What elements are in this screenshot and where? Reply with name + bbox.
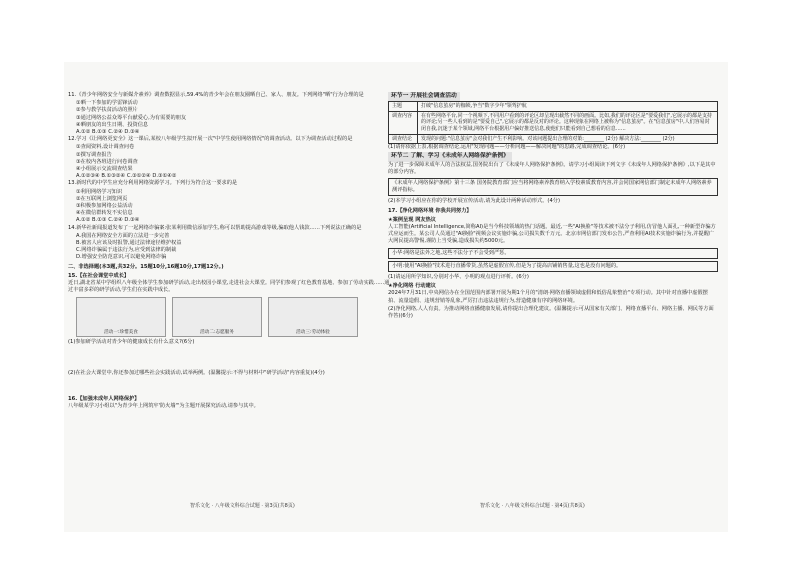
- q16-heading: 16.【加强未成年人网络保护】: [68, 395, 140, 402]
- clean-heading: ★净化网络 行动建议: [388, 283, 436, 290]
- q11-option-1: ①晒一下参加的学雷锋活动: [76, 100, 138, 107]
- q16-material: 八年级某学习小组以"为青少年上网筑牢'防火墙'"为主题开展探究活动,请参与其中。: [68, 403, 259, 410]
- activity-illustrations: [76, 297, 390, 337]
- clean-question: (2)净化网络,人人有责。为推动网络直播健康发展,请你提出合理化建议。(温馨提示:可从国家有关部门、网络直播平台、网络主播、网民等方面作答)(6分): [388, 305, 714, 320]
- activity-image-2: [172, 297, 262, 337]
- table-row-value: 发现的问题:"信息茧房"会对我们产生不利影响。对该问题提出合理的对策:________ (2分) 解决方法:________ (2分): [418, 134, 718, 144]
- right-page-footer: 智乐文化 · 八年级文科综合试题 · 第4页(共8页): [480, 503, 585, 509]
- question-12: 12.学习《让网络更安全》这一课后,某校八年级学生拟开展一次"中学生使用网络情况"的调查活动。以下为调查活动过程的是: [68, 136, 353, 143]
- activity-caption-1: 活动一:珍惜美食: [104, 330, 138, 336]
- q14-option-c: C.网络诈骗属于违法行为,应受到法律的制裁: [76, 247, 177, 254]
- table-row: [389, 111, 718, 134]
- q13-choices: A.①② B.①③ C.②④ D.③④: [76, 217, 140, 224]
- q17-heading: 17.【净化网络环境 你我共同努力】: [388, 207, 472, 214]
- table-row-label: 调查结论: [389, 134, 418, 144]
- opinion-box-2: 小明:使用"AI换脸"技术进行直播带货,虽然是虚假宣传,但是为了提高店铺销售量,这也是没有问题的。: [388, 261, 718, 272]
- table-row-value: 在有些网络平台,同一个视频下,不同用户看到的评论区却呈现出截然不同的画面。比如,我们的评论区是"要爱我们",它展示的都是支持的评论;另一些人看到的是"要爱自己",它展示的都是反对的评论。这种现象在网络上被称为"信息茧房"。在"信息茧房"中,人们容易封闭自我,沉迷于某个领域,网络平台根据用户偏好推送信息,使他们只能看到自己想看的信息……: [418, 111, 718, 134]
- survey-table: [388, 101, 718, 144]
- q11-option-3: ③通过网络公益众筹平台献爱心,为有需要的朋友: [76, 114, 187, 121]
- left-page-footer: 智乐文化 · 八年级文科综合试题 · 第3页(共8页): [190, 503, 295, 509]
- answer-space-2: [68, 378, 390, 394]
- q12-option-2: ②撰写调查报告: [76, 151, 112, 158]
- q12-option-1: ①查阅资料,设计调查问卷: [76, 144, 135, 151]
- table-row-value: 打破"信息茧房"的枷锁,争当"数字少年"领驾护航: [418, 102, 718, 112]
- q12-choices: A.①②③④ B.①③②④ C.③①②④ D.③①④②: [76, 173, 177, 180]
- table-row: [389, 102, 718, 112]
- q11-option-4: ④晒朋友的出生日期、投资信息: [76, 121, 149, 128]
- table-row-label: 主题: [389, 102, 418, 112]
- q15-material: 近日,湖北省某中学组织八年级全体学生参加研学活动,走出校园小课堂,走进社会大课堂。同学们参观了红色教育基地、参加了劳动实践……通过丰富多彩的研学活动,学生们在实践中成长。: [68, 280, 390, 294]
- answer-space-1: [68, 348, 390, 370]
- section-2-intro: 为了进一步保障未成年人的合法权益,国务院出台了《未成年人网络保护条例》。请学习小组阅读下列文字《未成年人网络保护条例》,以下是其中的部分内容。: [388, 161, 716, 175]
- activity-caption-2: 活动二:志愿服务: [200, 330, 234, 336]
- table-row-label: 调查内容: [389, 111, 418, 134]
- opinion-question: (1)请运用所学知识,分别对小华、小明的观点进行评析。(6分): [388, 274, 529, 281]
- opinion-box-1: 小华:网络是法外之地,这些不法分子不会受到严惩。: [388, 248, 718, 259]
- table-row: [389, 134, 718, 144]
- section-1-title: 环节一 开展社会调查活动: [388, 92, 460, 101]
- activity-image-3: [268, 297, 358, 337]
- q13-option-4: ④在微信群转发不实信息: [76, 210, 133, 217]
- q11-choices: A.①② B.①③ C.②④ D.③④: [76, 129, 140, 136]
- q12-option-3: ③在校内各班进行问卷调查: [76, 158, 138, 165]
- q15-subquestion-2: (2)在社会大课堂中,你还参加过哪些社会实践活动,试举两例。(温馨提示:不得与材料中"研学活动"内容重复)(4分): [68, 369, 325, 376]
- part-2-heading: 二、非选择题(本3题,共32分。15题10分,16题10分,17题12分。): [68, 263, 224, 270]
- section-2-title: 环节二 了解、学习《未成年人网络保护条例》: [388, 152, 512, 161]
- question-14: 14.新华社新闻报道发布了一起网络诈骗案:张某利用微信添加学生,称可以帮助提高游戏等级,骗取他人钱款……下列说法正确的是: [68, 224, 362, 231]
- q13-option-1: ①利用网络学习知识: [76, 188, 123, 195]
- q13-option-2: ②在互联网上浏览网页: [76, 195, 128, 202]
- q13-option-3: ③积极参加网络公益活动: [76, 203, 133, 210]
- question-11: 11.《青少年网络安全与新媒介素养》调查数据显示,59.4%的青少年会在朋友圈晒自己、家人、朋友。下列网络"晒"行为合理的是: [68, 92, 364, 98]
- q15-subquestion-1: (1)参加研学活动对青少年的健康成长有什么意义?(6分): [68, 339, 195, 346]
- q14-option-d: D.增强安全防范意识,可以避免网络诈骗: [76, 254, 167, 261]
- clean-material: 2024年7月31日,中央网信办在全国范围内部署开展为期1个月的"清朗·网络直播领域虚假和低俗乱象整治"专项行动。其中针对直播中虚假摆拍、流量造假、违规营销等乱象,严厉打击违法违规行为,营造健康有序的网络环境。: [388, 290, 708, 304]
- q12-option-4: ④小组展示交流调查结果: [76, 166, 133, 173]
- q11-option-2: ②参与教学扶贫活动的照片: [76, 107, 138, 114]
- right-page: [388, 92, 718, 321]
- q15-heading: 15.【在社会课堂中成长】: [68, 272, 130, 279]
- q14-option-a: A.我国在网络安全方面的立法进一步完善: [76, 232, 170, 239]
- q14-option-b: B.被害人应该及时报警,通过法律途径维护权益: [76, 240, 182, 247]
- question-13: 13.新时代的中学生应充分利用网络资源学习。下列行为符合这一要求的是: [68, 180, 238, 187]
- activity-image-1: [76, 297, 166, 337]
- law-excerpt-box: 《未成年人网络保护条例》第十三条 国务院教育部门应当将网络素养教育纳入学校素质教育内容,并会同国家网信部门制定未成年人网络素养测评指标。: [388, 178, 718, 196]
- section-2-question: (2)本学习小组应在你的学校开展宣传活动,请为此设计两种活动形式。(4分): [388, 198, 560, 205]
- section-1-question: (1)请你依据上表,根据调查结论,运用"发现问题——分析问题——解决问题"的思路,完成调查结论。(6分): [388, 144, 626, 151]
- activity-caption-3: 活动三:劳动体验: [296, 330, 330, 336]
- case-material: 人工智能(Artificial Intelligence,简称AI)是当今科技领域的热门话题。最近,一些"AI换脸"等技术被不法分子利用,仿冒他人面孔,一种新型诈骗方式应运而生。某公司人员通过"AI换脸"视频会议实施诈骗,公司损失数千万元。北京市网信部门发布公告,严查利用AI技术实施诈骗行为,并提醒广大网民提高警惕,谨防上当受骗,造成损失约5000元。: [388, 224, 716, 245]
- case-heading: ★案例呈现 网友热议: [388, 216, 436, 223]
- left-page: [68, 92, 390, 411]
